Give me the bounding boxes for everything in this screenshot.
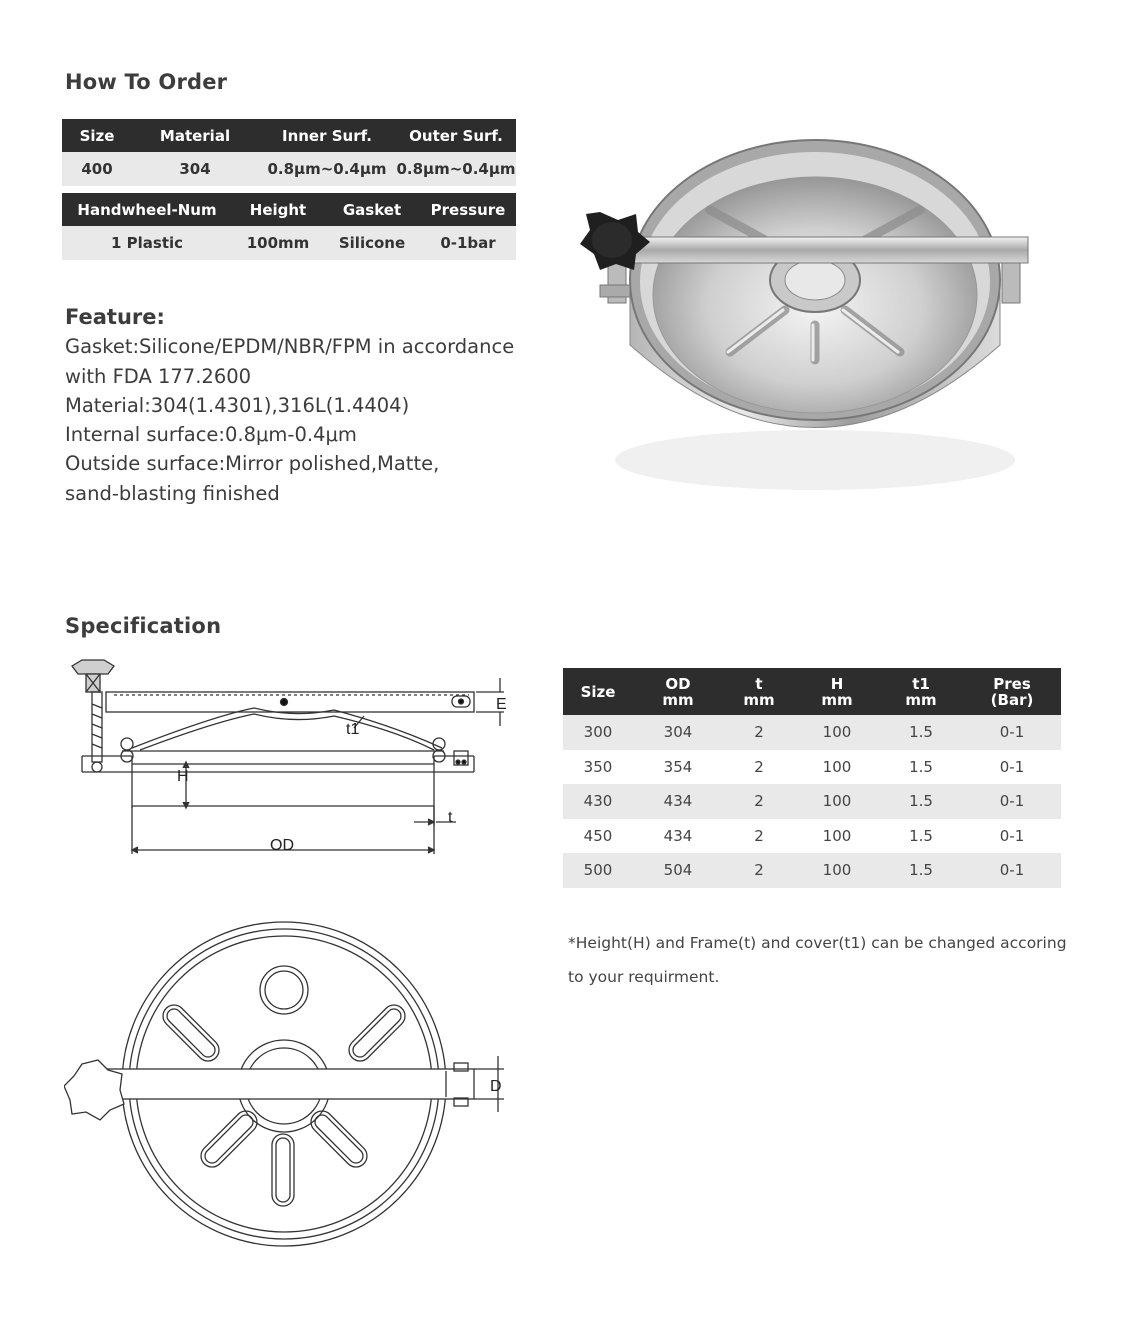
- order-cell-handwheel: 1 Plastic: [62, 226, 232, 260]
- spec-cell: 2: [723, 853, 795, 888]
- spec-cell: 1.5: [909, 826, 933, 845]
- order-cell-size: 400: [62, 152, 132, 186]
- table-row: [563, 784, 1061, 819]
- order-header-pressure: Pressure: [420, 193, 516, 226]
- dim-label-h: H: [177, 768, 189, 785]
- dim-label-od: OD: [270, 837, 294, 854]
- manhole-product-photo: [560, 130, 1080, 510]
- spec-cell: 350: [583, 757, 613, 776]
- spec-cell: 2: [754, 826, 764, 845]
- order-cell-gasket: Silicone: [324, 226, 420, 260]
- spec-header-size: Size: [563, 668, 633, 715]
- spec-cell: 100: [822, 757, 852, 776]
- spec-header-od: OD mm: [633, 668, 723, 715]
- spec-cell: 0-1: [999, 757, 1025, 776]
- note-line: to your requirment.: [568, 968, 720, 986]
- side-section-drawing: [64, 656, 524, 866]
- order-table-1: [62, 119, 516, 186]
- spec-cell: 450: [583, 826, 613, 845]
- spec-cell: 2: [723, 715, 795, 750]
- specification-note: [568, 926, 1088, 994]
- feature-line: sand-blasting finished: [65, 481, 280, 505]
- spec-cell: 100: [795, 784, 879, 819]
- spec-header-pres: Pres (Bar): [963, 668, 1061, 715]
- spec-cell: 504: [633, 853, 723, 888]
- spec-cell: 2: [754, 757, 764, 776]
- order-cell-inner-surf: 0.8μm~0.4μm: [258, 152, 396, 186]
- spec-header-h: H mm: [795, 668, 879, 715]
- order-cell-height: 100mm: [232, 226, 324, 260]
- feature-line: Outside surface:Mirror polished,Matte,: [65, 452, 440, 476]
- spec-cell: 434: [633, 784, 723, 819]
- spec-header-t1: t1 mm: [879, 668, 963, 715]
- order-cell-outer-surf: 0.8μm~0.4μm: [396, 152, 516, 186]
- order-cell-material: 304: [132, 152, 258, 186]
- spec-cell: 0-1: [963, 784, 1061, 819]
- order-header-height: Height: [232, 193, 324, 226]
- table-row: [563, 819, 1061, 854]
- spec-cell: 100: [795, 715, 879, 750]
- table-row: [563, 853, 1061, 888]
- specification-table: [563, 668, 1061, 888]
- spec-cell: 434: [663, 826, 693, 845]
- spec-cell: 500: [563, 853, 633, 888]
- feature-line: Gasket:Silicone/EPDM/NBR/FPM in accordance: [65, 335, 515, 359]
- spec-cell: 300: [563, 715, 633, 750]
- order-header-inner-surf: Inner Surf.: [258, 119, 396, 152]
- dim-label-d: D: [490, 1078, 502, 1095]
- spec-cell: 0-1: [999, 826, 1025, 845]
- feature-title: Feature:: [65, 305, 165, 329]
- order-header-material: Material: [132, 119, 258, 152]
- feature-block: [65, 303, 545, 508]
- feature-line: Material:304(1.4301),316L(1.4404): [65, 393, 410, 417]
- spec-cell: 1.5: [879, 784, 963, 819]
- spec-cell: 2: [723, 784, 795, 819]
- spec-cell: 100: [822, 826, 852, 845]
- spec-cell: 1.5: [879, 715, 963, 750]
- specification-title: Specification: [65, 614, 222, 638]
- order-table-2: [62, 193, 516, 260]
- spec-cell: 0-1: [963, 853, 1061, 888]
- order-header-handwheel: Handwheel-Num: [62, 193, 232, 226]
- order-header-outer-surf: Outer Surf.: [396, 119, 516, 152]
- note-line: *Height(H) and Frame(t) and cover(t1) can be changed accoring: [568, 934, 1067, 952]
- table-row: [563, 750, 1061, 785]
- order-cell-pressure: 0-1bar: [420, 226, 516, 260]
- dim-label-t1: t1: [346, 721, 360, 738]
- spec-cell: 0-1: [963, 715, 1061, 750]
- spec-cell: 100: [795, 853, 879, 888]
- spec-cell: 304: [633, 715, 723, 750]
- order-header-gasket: Gasket: [324, 193, 420, 226]
- spec-cell: 354: [663, 757, 693, 776]
- order-header-size: Size: [62, 119, 132, 152]
- spec-cell: 430: [563, 784, 633, 819]
- spec-cell: 1.5: [879, 853, 963, 888]
- feature-line: with FDA 177.2600: [65, 364, 252, 388]
- top-view-drawing: [64, 916, 524, 1256]
- spec-cell: 1.5: [909, 757, 933, 776]
- table-row: [563, 715, 1061, 750]
- feature-line: Internal surface:0.8μm-0.4μm: [65, 423, 357, 447]
- order-title: How To Order: [65, 70, 228, 94]
- dim-label-e: E: [496, 696, 507, 713]
- spec-header-t: t mm: [723, 668, 795, 715]
- dim-label-t: t: [448, 809, 453, 826]
